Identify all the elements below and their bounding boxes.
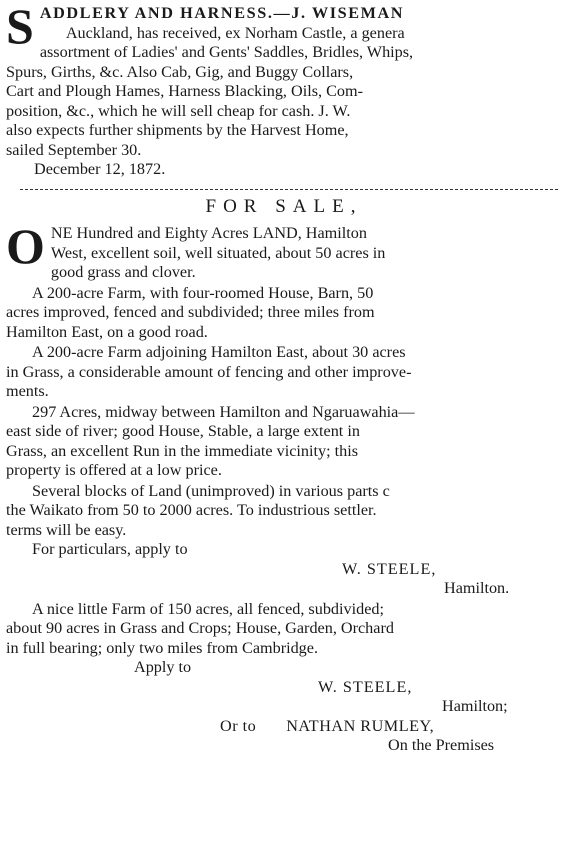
text-line: 297 Acres, midway between Hamilton and Ngaruawahia— <box>32 402 415 421</box>
text-line: good grass and clover. <box>50 263 196 281</box>
advert-saddlery <box>6 0 562 180</box>
paragraph <box>6 482 562 541</box>
text-line: A 200-acre Farm adjoining Hamilton East, about 30 acres <box>32 343 406 361</box>
text-line: West, excellent soil, well situated, about 50 acres in <box>50 243 386 262</box>
text-line: A 200-acre Farm, with four-roomed House, Barn, 50 <box>32 283 374 302</box>
text-line: terms will be easy. <box>6 520 127 539</box>
signature-location: Hamilton; <box>442 697 508 715</box>
signature: NATHAN RUMLEY, <box>286 716 435 735</box>
text-line: assortment of Ladies' and Gents' Saddles, Bridles, Whips, <box>39 43 414 61</box>
text-line: also expects further shipments by the Harvest Home, <box>6 121 349 139</box>
text-line: the Waikato from 50 to 2000 acres. To industrious settler. <box>6 501 377 519</box>
text-line: about 90 acres in Grass and Crops; House, Garden, Orchard <box>6 619 394 637</box>
text-line: position, &c., which he will sell cheap for cash. J. W. <box>6 101 351 120</box>
paragraph <box>6 218 562 283</box>
drop-cap: S <box>6 0 34 54</box>
text-line: Hamilton East, on a good road. <box>6 322 208 341</box>
text-line: Auckland, has received, ex Norham Castle, a genera <box>65 23 405 42</box>
paragraph <box>6 284 562 343</box>
paragraph <box>6 343 562 402</box>
section-heading: FOR SALE, <box>205 195 363 217</box>
paragraph <box>6 403 562 481</box>
alternate-contact <box>6 717 562 737</box>
signature: W. STEELE, <box>342 559 437 578</box>
text-line: Cart and Plough Hames, Harness Blacking, Oils, Com- <box>6 82 363 100</box>
text-line: Spurs, Girths, &c. Also Cab, Gig, and Buggy Collars, <box>6 62 354 81</box>
paragraph <box>6 600 562 659</box>
text-line: Grass, an excellent Run in the immediate vicinity; this <box>6 441 358 460</box>
drop-cap: O <box>6 218 45 274</box>
column-divider <box>20 189 558 190</box>
text-line: Several blocks of Land (unimproved) in various parts c <box>32 481 390 500</box>
or-label: Or to <box>220 716 257 735</box>
advert-for-sale <box>6 197 562 756</box>
apply-line: For particulars, apply to <box>32 540 188 558</box>
advert-date: December 12, 1872. <box>34 160 166 178</box>
signature-location: Hamilton. <box>444 579 510 597</box>
signature: W. STEELE, <box>318 677 413 696</box>
text-line: NE Hundred and Eighty Acres LAND, Hamilton <box>50 224 367 242</box>
advert-headline: ADDLERY AND HARNESS.—J. WISEMAN <box>39 4 405 22</box>
text-line: property is offered at a low price. <box>6 461 222 479</box>
text-line: in Grass, a considerable amount of fencing and other improve- <box>6 362 412 381</box>
text-line: acres improved, fenced and subdivided; three miles from <box>6 303 375 321</box>
text-line: in full bearing; only two miles from Cambridge. <box>6 638 319 657</box>
apply-line: Apply to <box>134 658 192 676</box>
text-line: east side of river; good House, Stable, a large extent in <box>6 422 360 440</box>
text-line: ments. <box>6 382 49 400</box>
signature-location: On the Premises <box>388 736 495 754</box>
text-line: sailed September 30. <box>6 140 142 159</box>
text-line: A nice little Farm of 150 acres, all fenced, subdivided; <box>32 599 384 618</box>
